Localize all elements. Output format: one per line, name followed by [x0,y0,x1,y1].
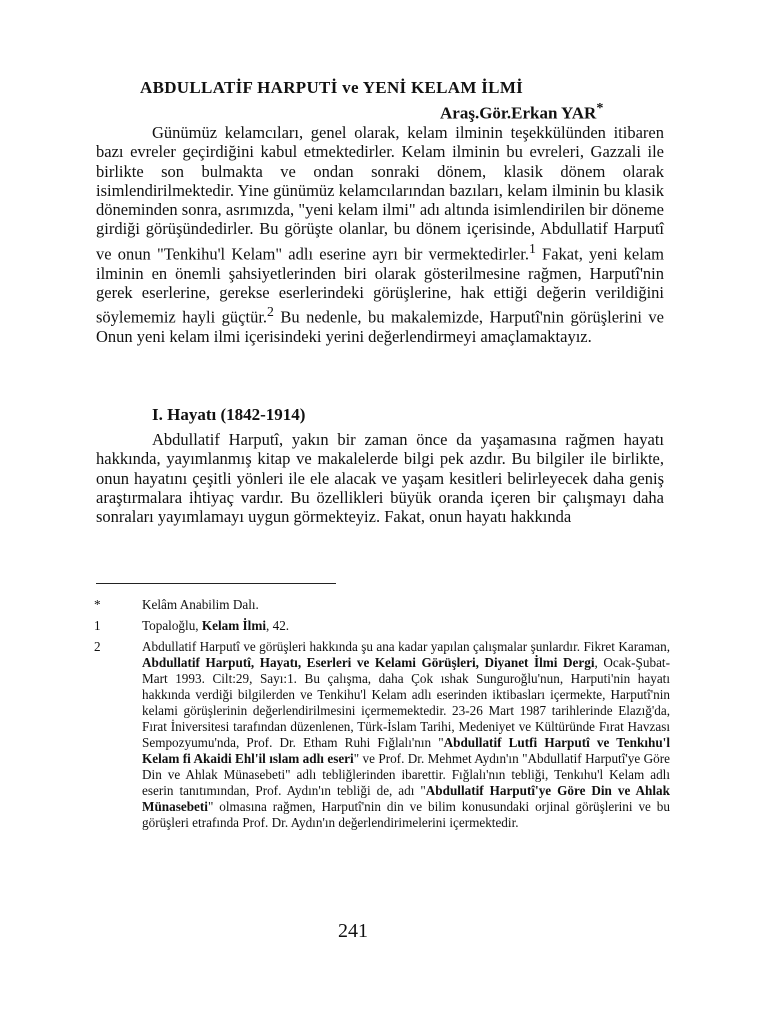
footnote-bold-part: Abdullatif Harputî'ye Göre Din ve Ahlak Münasebeti [142,783,670,814]
footnote-divider [96,583,336,584]
section-paragraph: Abdullatif Harputî, yakın bir zaman önce da yaşamasına rağmen hayatı hakkında, yayımlanmış kitap ve makalelerde bilgi pek azdır. Bu bilgiler ile birlikte, onun hayatını çeşitli yönleri ile ele alacak ve yaşam kesitleri belirleyecek daha geniş araştırmalara ihtiyaç vardır. Bu özellikleri büyük oranda içeren bir çalışmayı daha sonraları yayımlamayı uygun görmekteyiz. Fakat, onun hayatı hakkında [96,430,664,527]
footnote-text-part: , 42. [266,618,290,633]
intro-text-c: Bu nedenle, bu makalemizde, Harputî'nin görüşlerini ve Onun yeni kelam ilmi içerisindeki yerini değerlendirmeyi amaçlamaktayız. [96,307,664,346]
footnote-2 [94,639,670,831]
footnote-ref-2: 2 [267,304,274,320]
footnote-text-part: Abdullatif Harputî ve görüşleri hakkında şu ana kadar yapılan çalışmalar şunlardır. Fikret Karaman, [142,639,670,654]
author-footnote-mark: * [596,100,604,116]
intro-text-b: Fakat, yeni kelam ilminin en önemli şahsiyetlerinden biri olarak gösterilmesine rağmen, Harputî'nin gerek eserlerine, gerekse eserlerindeki görüşlerine, hak ettiği değerin verildiğini söylememiz hayli güçtür. [96,244,664,327]
footnote-bold-part: Abdullatif Lutfi Harputî ve Tenkıhu'l Kelam fi Akaidi Ehl'il ıslam adlı eseri [142,735,670,766]
footnote-1 [94,618,670,634]
author-name: Araş.Gör.Erkan YAR [440,103,597,123]
footnote-mark: 2 [94,639,101,654]
footnote-text [142,639,670,831]
article-title: ABDULLATİF HARPUTİ ve YENİ KELAM İLMİ [140,78,524,97]
section-heading: I. Hayatı (1842-1914) [152,405,306,424]
author-line [440,100,603,124]
intro-text-a: Günümüz kelamcıları, genel olarak, kelam ilminin teşekkülünden itibaren bazı evreler geçirdiğini kabul etmektedirler. Kelam ilminin bu evreleri, Gazzali ile birlikte son bulmakta ve ondan sonraki dönem, klasik dönem olarak isimlendirilmektedir. Yine günümüz kelamcılarından bazıları, kelam ilminin bu klasik döneminden sonra, asrımızda, "yeni kelam ilmi" adı altında isimlendirilen bir döneme girdiği görüşündedirler. Bu görüşte olanlar, bu dönem içerisinde, Abdullatif Harputî ve onun "Tenkihu'l Kelam" adlı eserine ayrı bir vermektedirler. [96,123,664,264]
page-number: 241 [338,920,368,942]
footnote-ref-1: 1 [528,240,536,256]
footnote-bold-part: Abdullatif Harputî, Hayatı, Eserleri ve Kelami Görüşleri, Diyanet İlmi Dergi [142,655,595,670]
footnote-text-part: , Ocak-Şubat-Mart 1993. Cilt:29, Sayı:1. Bu çalışma, daha Çok ıshak Sunguroğlu'nun, Harputi'nin hayatı hakkında verdiği bilgilerden ve Tenkihu'l Kelam adlı eserinden iktibasları içermekte, Harputî'nin kelami görüşlerinin değerlendirilmesini içermemektedir. 23-26 Mart 1987 tarihlerinde Elazığ'da, Fırat İniversitesi tarafından düzenlenen, Türk-İslam Tarihi, Medeniyet ve Kültüründe Fırat Havzası Sempozyumu'nda, Prof. Dr. Etham Ruhi Fığlalı'nın " [142,655,670,750]
footnote-text: Kelâm Anabilim Dalı. [142,597,259,612]
intro-paragraph [96,123,664,346]
footnote-text-part: " olmasına rağmen, Harputî'nin din ve bilim konusundaki orjinal görüşlerini ve bu görüşleri etrafında Prof. Dr. Aydın'ın değerlendirimelerini içermektedir. [142,799,670,830]
footnote-mark: * [94,597,101,612]
section-paragraph-block [96,430,664,526]
footnote-text-part: " ve Prof. Dr. Mehmet Aydın'ın "Abdullatif Harputî'ye Göre Din ve Ahlak Münasebeti" adlı tebliğlerinden ibarettir. Fığlalı'nın tebliği, Tenkıhu'l Kelam adlı eserin tanıtımından, Prof. Aydın'ın tebliği de, adı " [142,751,670,798]
footnote-bold-part: Kelam İlmi [201,618,266,633]
footnote-text-part: Topaloğlu, [142,618,202,633]
footnote-text [142,618,670,634]
footnote-mark: 1 [94,618,101,633]
footnote-star [94,597,670,613]
intro-paragraph-block [96,123,664,346]
